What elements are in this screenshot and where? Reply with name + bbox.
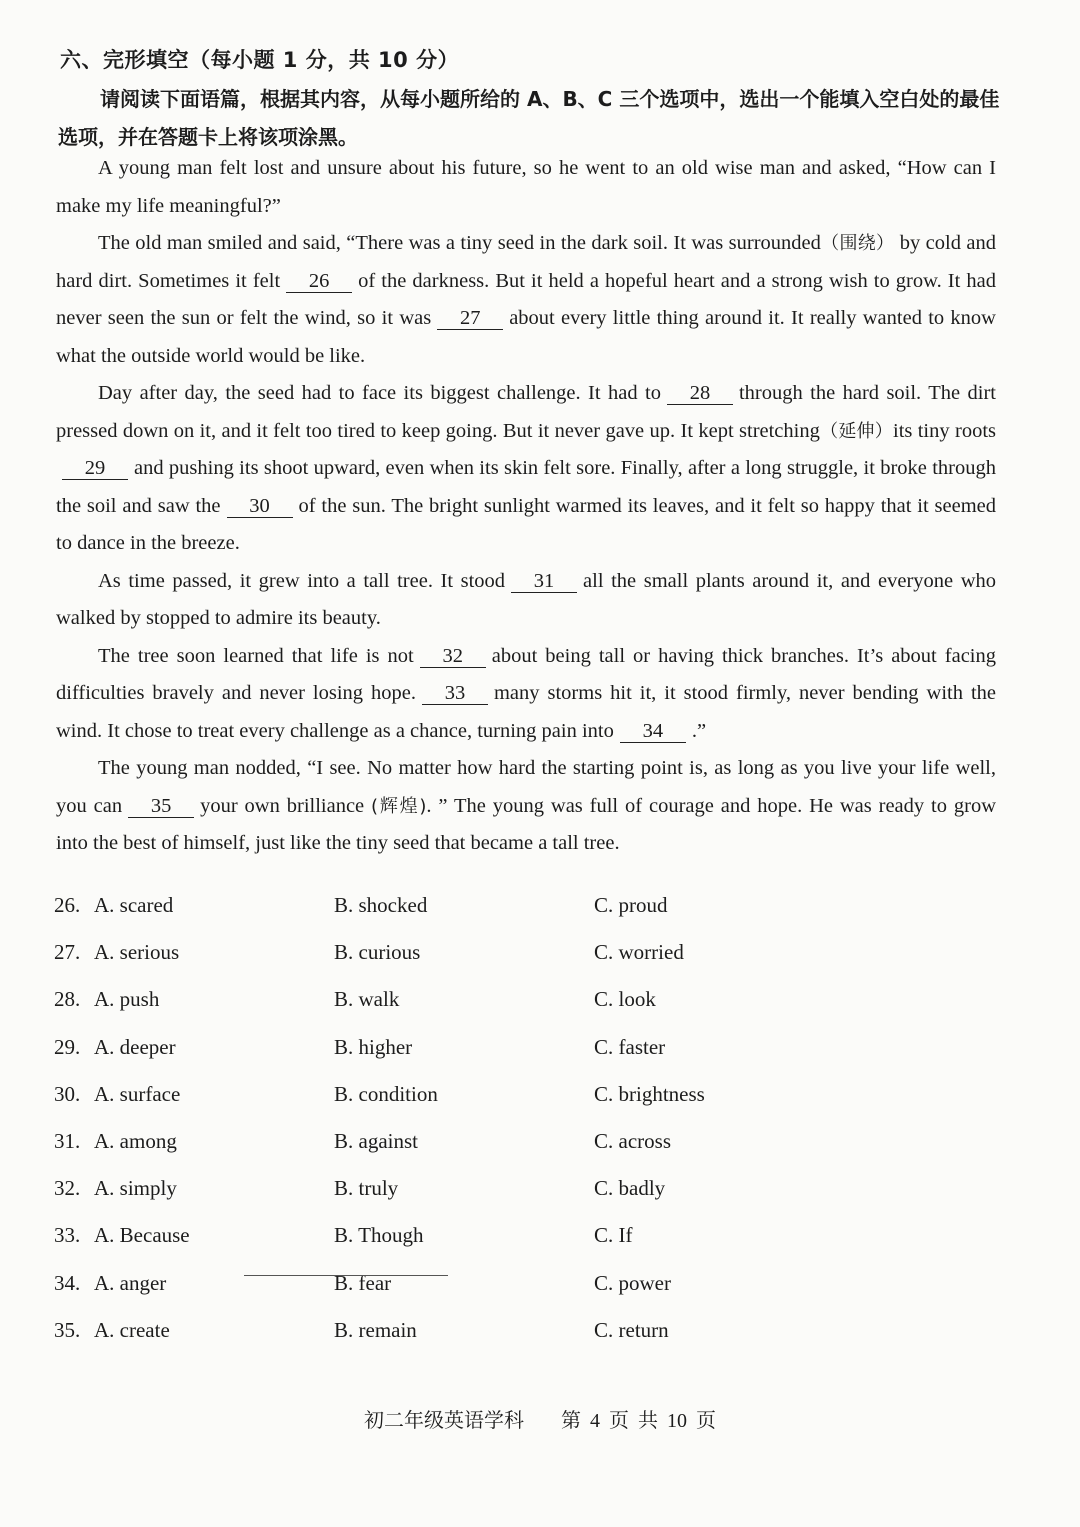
question-number: 34.	[54, 1270, 81, 1295]
option-b: B. remain	[334, 1317, 417, 1342]
option-c: C. return	[594, 1317, 669, 1342]
option-c: C. across	[594, 1128, 671, 1153]
blank-28: 28	[667, 382, 733, 405]
cloze-passage	[56, 150, 996, 863]
passage-text: through the hard soil. The dirt pressed down on it, and it felt too tired to keep going. But it never gave up. It kept stretching	[56, 382, 996, 442]
question-number: 35.	[54, 1317, 81, 1342]
blank-33: 33	[422, 682, 488, 705]
passage-text: and pushing its shoot upward, even when its skin felt sore. Finally, after a long struggle, it broke through the soil and saw the	[56, 457, 996, 517]
option-a: A. surface	[94, 1081, 181, 1106]
option-c: C. proud	[594, 893, 668, 917]
chinese-gloss: （延伸）	[819, 420, 894, 442]
passage-text: . ” The young was full of courage and hope. He was ready to grow into the best of himself, just like the tiny seed that became a tall tree.	[56, 794, 997, 854]
option-row	[54, 1035, 854, 1082]
option-row	[54, 987, 854, 1034]
passage-paragraph-6	[56, 750, 996, 863]
option-row	[54, 1318, 854, 1365]
question-number: 28.	[54, 987, 81, 1012]
passage-text: its tiny roots	[893, 419, 996, 442]
option-row	[54, 1223, 854, 1270]
option-a: A. anger	[94, 1270, 167, 1295]
option-b: B. against	[334, 1128, 418, 1153]
passage-text: The tree soon learned that life is not	[98, 644, 414, 667]
option-c: C. power	[594, 1270, 671, 1295]
passage-text: .”	[691, 719, 707, 742]
option-a: A. Because	[94, 1223, 190, 1248]
section-instructions: 请阅读下面语篇，根据其内容，从每小题所给的 A、B、C 三个选项中，选出一个能填入空白处的最佳选项，并在答题卡上将该项涂黑。	[58, 87, 1000, 149]
blank-27: 27	[437, 307, 503, 330]
passage-paragraph-2	[56, 225, 996, 375]
option-row	[54, 1271, 854, 1318]
question-number: 29.	[54, 1034, 81, 1059]
passage-text: The old man smiled and said, “There was a tiny seed in the dark soil. It was surrounded	[98, 232, 821, 254]
blank-31: 31	[511, 570, 577, 593]
chinese-gloss: (辉煌)	[371, 795, 427, 817]
passage-paragraph-3	[56, 375, 996, 563]
option-b: B. fear	[334, 1270, 392, 1295]
option-c: C. faster	[594, 1034, 666, 1059]
passage-text: of the darkness. But it held a hopeful heart and a strong wish to grow. It had never seen the sun or felt the wind, so it was	[56, 269, 996, 329]
passage-text: by cold and hard dirt. Sometimes it felt	[56, 232, 996, 292]
option-b: B. higher	[334, 1034, 413, 1059]
passage-text: about every little thing around it. It really wanted to know what the outside world would be like.	[56, 307, 996, 367]
question-number: 26.	[54, 893, 81, 917]
option-a: A. scared	[94, 893, 174, 917]
option-c: C. badly	[594, 1176, 666, 1201]
footer-page-number: 第 4 页 共 10 页	[561, 1410, 716, 1432]
option-c: C. look	[594, 987, 656, 1012]
passage-text: your own brilliance	[200, 794, 365, 817]
passage-text: of the sun. The bright sunlight warmed its leaves, and it felt so happy that it seemed to dance in the breeze.	[56, 494, 996, 554]
option-a: A. create	[94, 1317, 170, 1342]
option-b: B. truly	[334, 1176, 399, 1201]
option-row	[54, 893, 854, 940]
option-c: C. brightness	[594, 1081, 705, 1106]
option-b: B. shocked	[334, 893, 428, 917]
option-row	[54, 1082, 854, 1129]
blank-29: 29	[62, 457, 128, 480]
passage-paragraph-5	[56, 638, 996, 751]
option-row	[54, 1176, 854, 1223]
option-b: B. curious	[334, 940, 421, 965]
page-footer	[0, 1404, 1080, 1433]
blank-26: 26	[286, 270, 352, 293]
question-number: 33.	[54, 1223, 81, 1248]
option-a: A. serious	[94, 940, 180, 965]
question-number: 30.	[54, 1081, 81, 1106]
passage-text: many storms hit it, it stood firmly, never bending with the wind. It chose to treat every challenge as a chance, turning pain into	[56, 682, 996, 742]
chinese-gloss: （围绕）	[820, 233, 895, 254]
blank-34: 34	[620, 720, 686, 743]
question-number: 31.	[54, 1128, 81, 1153]
passage-paragraph-1: A young man felt lost and unsure about his future, so he went to an old wise man and asked, “How can I make my life meaningful?”	[56, 157, 996, 217]
pen-stroke-mark	[244, 1275, 448, 1276]
passage-text: Day after day, the seed had to face its biggest challenge. It had to	[98, 382, 661, 404]
blank-30: 30	[227, 495, 293, 518]
passage-text: all the small plants around it, and everyone who walked by stopped to admire its beauty.	[56, 569, 996, 629]
passage-text: The young man nodded, “I see. No matter how hard the starting point is, as long as you live your life well, you can	[56, 757, 996, 817]
section-title: 六、完形填空（每小题 1 分，共 10 分）	[60, 48, 460, 72]
question-number: 27.	[54, 940, 81, 965]
passage-text: As time passed, it grew into a tall tree. It stood	[98, 569, 506, 592]
answer-options	[54, 893, 854, 1365]
option-b: B. condition	[334, 1081, 438, 1106]
option-b: B. Though	[334, 1223, 424, 1248]
option-row	[54, 1129, 854, 1176]
question-number: 32.	[54, 1176, 81, 1201]
option-row	[54, 940, 854, 987]
blank-35: 35	[128, 795, 194, 818]
option-a: A. simply	[94, 1176, 177, 1201]
option-b: B. walk	[334, 987, 400, 1012]
option-a: A. deeper	[94, 1034, 176, 1059]
option-c: C. worried	[594, 940, 684, 965]
option-a: A. among	[94, 1128, 177, 1153]
blank-32: 32	[420, 645, 486, 668]
option-a: A. push	[94, 987, 160, 1012]
footer-subject: 初二年级英语学科	[364, 1410, 524, 1432]
option-c: C. If	[594, 1223, 633, 1248]
passage-text: about being tall or having thick branches. It’s about facing difficulties bravely and never losing hope.	[56, 644, 996, 704]
passage-paragraph-4	[56, 563, 996, 638]
